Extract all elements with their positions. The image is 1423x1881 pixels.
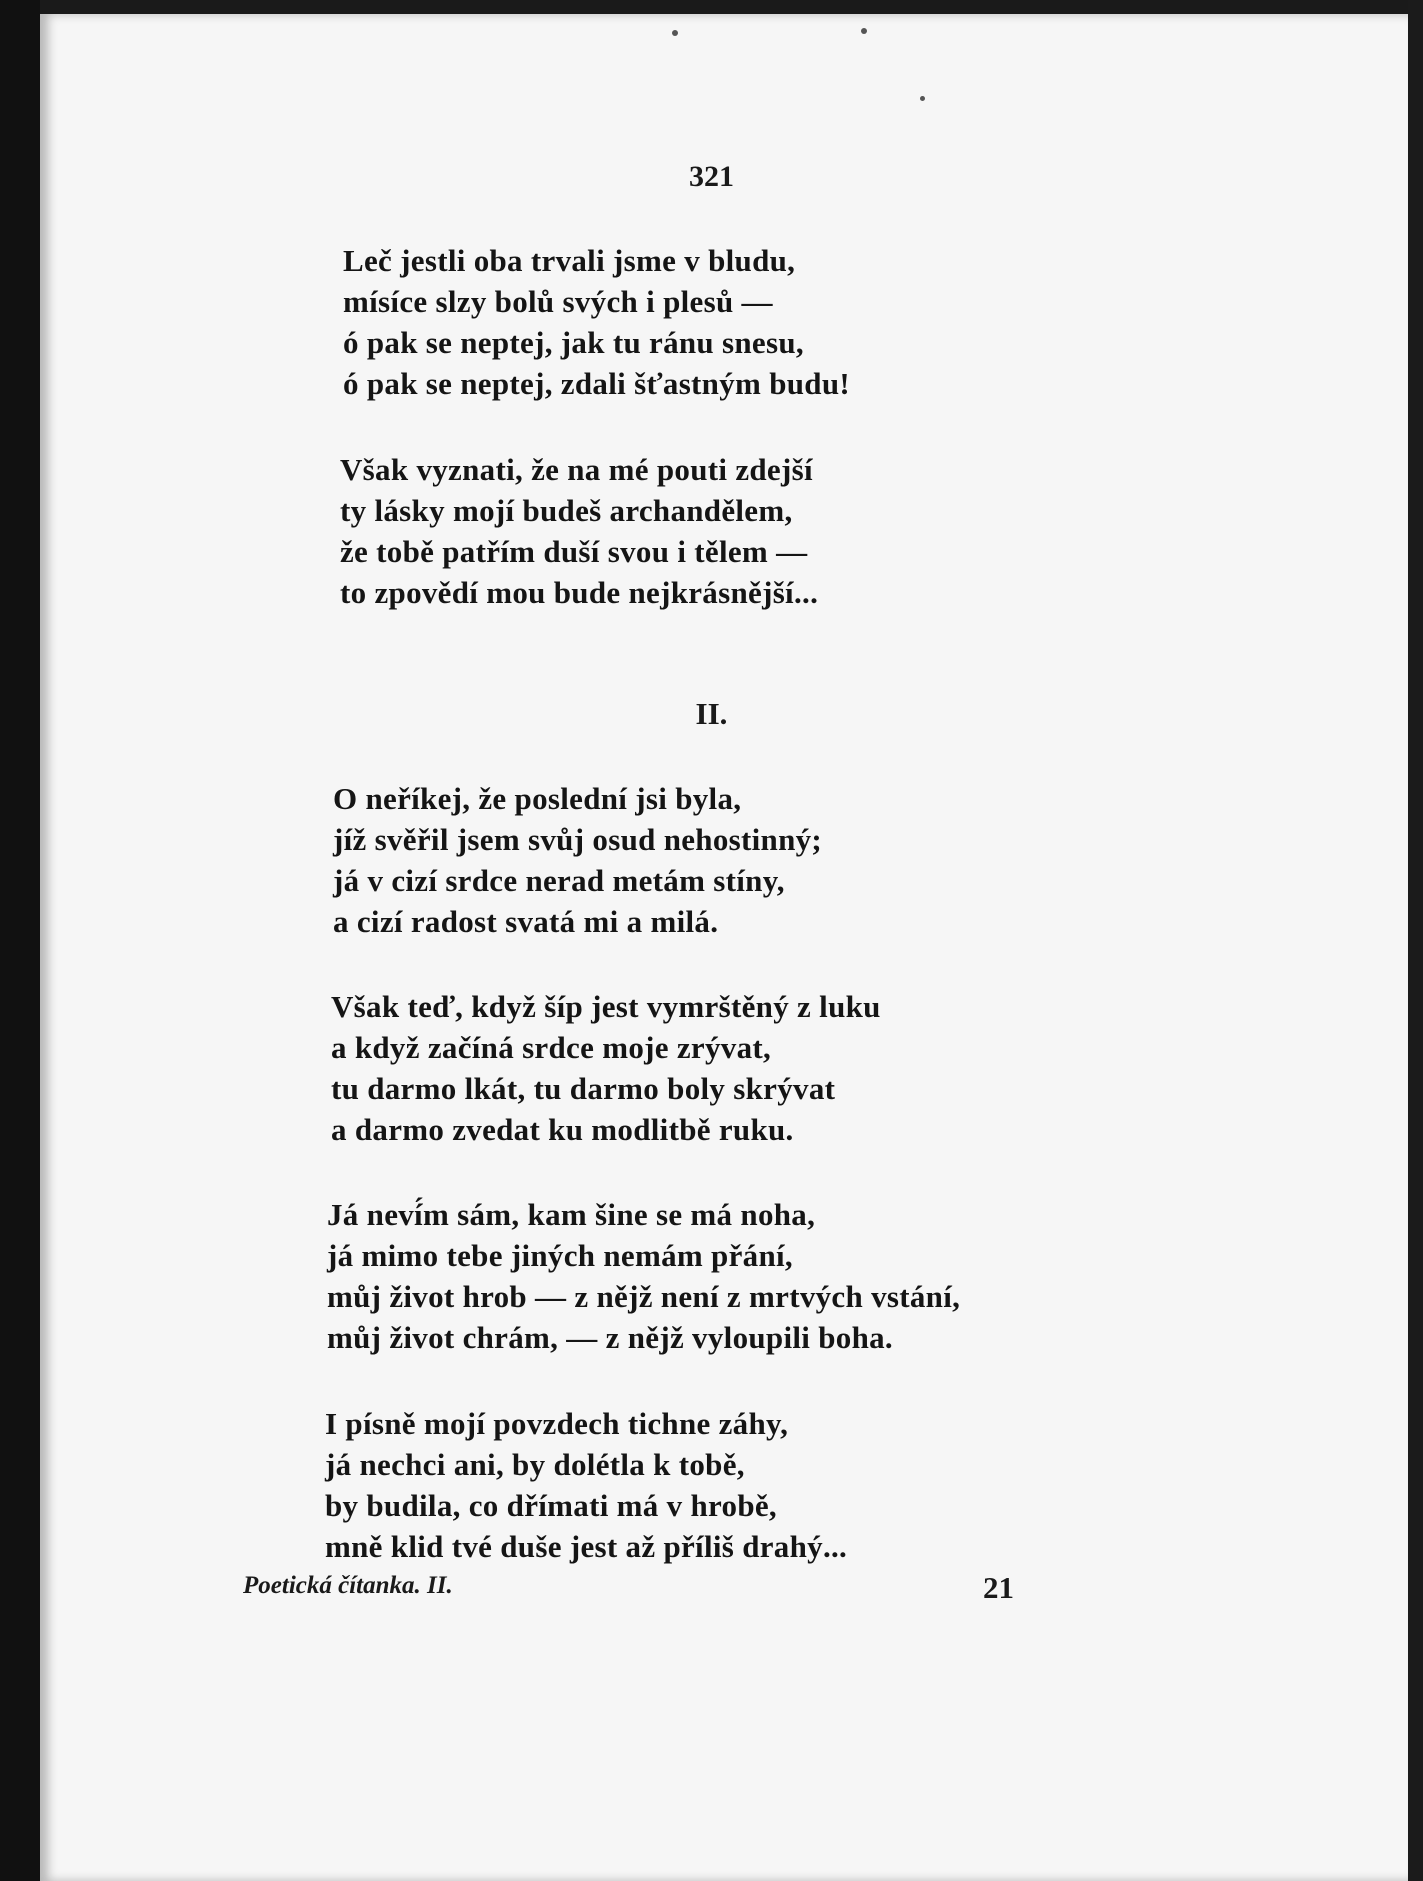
scan-edge-right bbox=[1408, 0, 1423, 1881]
verse-line: a darmo zvedat ku modlitbě ruku. bbox=[331, 1112, 794, 1147]
verse-line: Však teď, když šíp jest vymrštěný z luku bbox=[331, 989, 881, 1024]
verse-line: Já neví́m sám, kam šine se má noha, bbox=[327, 1197, 816, 1232]
scan-edge-top bbox=[0, 0, 1423, 14]
verse-line: ty lásky mojí budeš archandělem, bbox=[340, 493, 793, 528]
verse-line: já v cizí srdce nerad metám stíny, bbox=[333, 863, 785, 898]
verse-line: a když začíná srdce moje zrývat, bbox=[331, 1030, 772, 1065]
verse-line: mísíce slzy bolů svých i plesů — bbox=[343, 284, 773, 319]
verse-line: ó pak se neptej, jak tu ránu snesu, bbox=[343, 325, 804, 360]
verse-line: jíž svěřil jsem svůj osud nehostinný; bbox=[333, 822, 823, 857]
verse-line: O neříkej, že poslední jsi byla, bbox=[333, 781, 742, 816]
stanza bbox=[340, 449, 818, 613]
section-heading: II. bbox=[695, 696, 728, 731]
verse-line: mně klid tvé duše jest až příliš drahý... bbox=[325, 1529, 848, 1564]
verse-line: Leč jestli oba trvali jsme v bludu, bbox=[343, 243, 796, 278]
verse-line: to zpovědí mou bude nejkrásnější... bbox=[340, 575, 819, 610]
dust-speck bbox=[920, 96, 925, 101]
verse-line: já mimo tebe jiných nemám přání, bbox=[327, 1238, 793, 1273]
dust-speck bbox=[861, 28, 867, 34]
verse-line: můj život hrob — z nějž není z mrtvých vstání, bbox=[327, 1279, 961, 1314]
scan-edge-left bbox=[0, 0, 40, 1881]
verse-line: Však vyznati, že na mé pouti zdejší bbox=[340, 452, 813, 487]
dust-speck bbox=[672, 30, 678, 36]
stanza bbox=[327, 1194, 960, 1358]
stanza bbox=[343, 240, 850, 404]
stanza bbox=[325, 1403, 847, 1567]
stanza bbox=[331, 986, 881, 1150]
footer-signature-mark: 21 bbox=[983, 1570, 1014, 1605]
verse-line: a cizí radost svatá mi a milá. bbox=[333, 904, 719, 939]
verse-line: že tobě patřím duší svou i tělem — bbox=[340, 534, 808, 569]
verse-line: by budila, co dřímati má v hrobě, bbox=[325, 1488, 777, 1523]
verse-line: tu darmo lkát, tu darmo boly skrývat bbox=[331, 1071, 836, 1106]
verse-line: I písně mojí povzdech tichne záhy, bbox=[325, 1406, 789, 1441]
stanza bbox=[333, 778, 822, 942]
page-number: 321 bbox=[689, 160, 734, 193]
verse-line: ó pak se neptej, zdali šťastným budu! bbox=[343, 366, 850, 401]
footer-book-title: Poetická čítanka. II. bbox=[243, 1572, 453, 1599]
verse-line: já nechci ani, by dolétla k tobě, bbox=[325, 1447, 745, 1482]
verse-line: můj život chrám, — z nějž vyloupili boha. bbox=[327, 1320, 893, 1355]
